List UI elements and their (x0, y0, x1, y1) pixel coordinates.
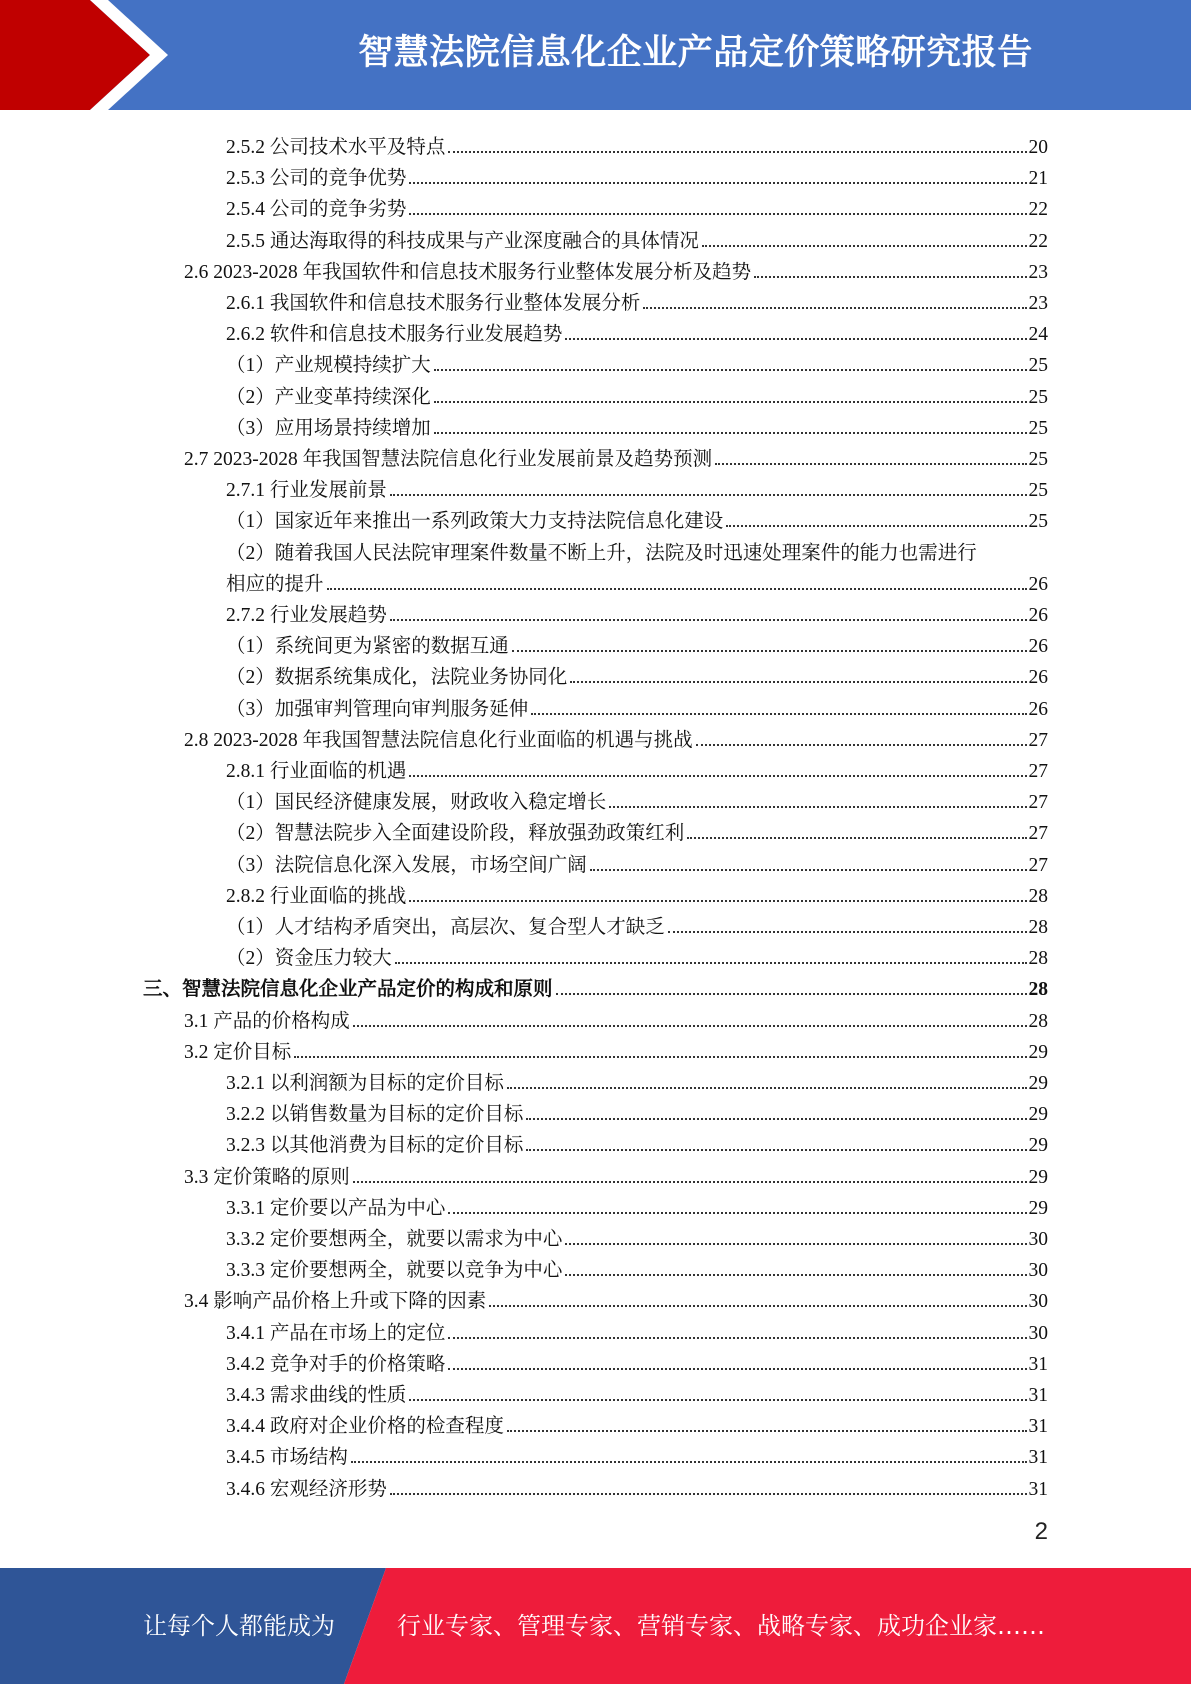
toc-entry-page: 27 (1028, 854, 1048, 876)
toc-entry-page: 23 (1028, 293, 1048, 314)
toc-entry-title: 3.4.4 政府对企业价格的检查程度 (226, 1416, 504, 1438)
toc-entry-title: （1）系统间更为紧密的数据互通 (226, 636, 509, 658)
toc-entry-title: （2）资金压力较大 (226, 948, 392, 970)
toc-entry-title: 2.8 2023-2028 年我国智慧法院信息化行业面临的机遇与挑战 (184, 729, 693, 751)
toc-dot-leader (395, 962, 1027, 964)
toc-entry-page: 25 (1028, 417, 1048, 439)
toc-entry-title: 3.2 定价目标 (184, 1041, 292, 1063)
toc-dot-leader (409, 182, 1026, 184)
toc-entry-page: 28 (1028, 979, 1048, 1001)
toc-entry-page: 26 (1028, 667, 1048, 689)
toc-dot-leader (668, 931, 1027, 933)
toc-dot-leader (448, 151, 1026, 153)
toc-entry[interactable] (226, 877, 1048, 908)
toc-dot-leader (434, 432, 1027, 434)
toc-entry-title: 2.8.2 行业面临的挑战 (226, 885, 407, 907)
toc-dot-leader (687, 837, 1026, 839)
toc-entry-page: 30 (1028, 1291, 1048, 1313)
toc-entry-title: 3.4.5 市场结构 (226, 1447, 348, 1469)
toc-entry-title: 2.5.2 公司技术水平及特点 (226, 137, 446, 158)
toc-entry-title: （3）应用场景持续增加 (226, 417, 431, 439)
toc-entry-page: 29 (1028, 1041, 1048, 1063)
toc-dot-leader (531, 713, 1026, 715)
toc-entry-page: 31 (1028, 1478, 1048, 1500)
toc-entry[interactable] (226, 1376, 1048, 1407)
toc-entry-page: 22 (1028, 230, 1048, 252)
toc-entry[interactable] (226, 128, 1048, 159)
toc-dot-leader (512, 650, 1027, 652)
toc-entry-title: 3.4.6 宏观经济形势 (226, 1478, 387, 1500)
toc-entry[interactable] (226, 284, 1048, 315)
toc-dot-leader (526, 1118, 1026, 1120)
toc-entry-title: （1）人才结构矛盾突出，高层次、复合型人才缺乏 (226, 917, 665, 938)
toc-dot-leader (565, 1274, 1026, 1276)
toc-entry[interactable] (184, 1282, 1048, 1313)
toc-entry-page: 28 (1028, 917, 1048, 938)
page-header (0, 0, 1191, 110)
toc-entry[interactable] (226, 159, 1048, 190)
toc-entry[interactable] (226, 315, 1048, 346)
toc-entry[interactable] (226, 783, 1048, 814)
toc-entry-page: 24 (1028, 324, 1048, 346)
toc-dot-leader (448, 1337, 1026, 1339)
toc-dot-leader (353, 1025, 1027, 1027)
toc-entry[interactable] (226, 222, 1048, 253)
toc-dot-leader (590, 869, 1027, 871)
toc-entry-title: 2.5.5 通达海取得的科技成果与产业深度融合的具体情况 (226, 230, 699, 252)
toc-entry-title: 3.4.2 竞争对手的价格策略 (226, 1353, 446, 1375)
toc-entry-page: 30 (1028, 1322, 1048, 1344)
toc-dot-leader (726, 525, 1026, 527)
toc-entry-title: 3.2.2 以销售数量为目标的定价目标 (226, 1104, 524, 1126)
toc-entry-page: 27 (1028, 792, 1048, 814)
toc-entry-page: 28 (1028, 1010, 1048, 1032)
toc-entry-title: 2.7.1 行业发展前景 (226, 480, 387, 502)
toc-entry[interactable] (226, 1251, 1048, 1282)
toc-entry-title: 2.6.1 我国软件和信息技术服务行业整体发展分析 (226, 293, 641, 314)
toc-dot-leader (390, 1493, 1027, 1495)
toc-entry-page: 31 (1028, 1353, 1048, 1375)
toc-dot-leader (609, 806, 1026, 808)
toc-entry[interactable] (226, 534, 1048, 565)
toc-dot-leader (294, 1056, 1026, 1058)
toc-entry-title: 2.8.1 行业面临的机遇 (226, 761, 407, 782)
toc-dot-leader (448, 1212, 1026, 1214)
toc-entry[interactable] (226, 846, 1048, 877)
toc-entry-title: 2.6.2 软件和信息技术服务行业发展趋势 (226, 324, 563, 346)
toc-entry-title: （1）产业规模持续扩大 (226, 355, 431, 377)
toc-entry[interactable] (226, 1470, 1048, 1501)
toc-entry-page: 29 (1028, 1104, 1048, 1126)
toc-entry-page: 21 (1028, 168, 1048, 190)
toc-dot-leader (409, 775, 1026, 777)
toc-dot-leader (448, 1368, 1026, 1370)
toc-dot-leader (643, 307, 1026, 309)
toc-entry-title: （3）法院信息化深入发展，市场空间广阔 (226, 854, 587, 876)
toc-dot-leader (526, 1149, 1026, 1151)
toc-entry-title: 3.4.1 产品在市场上的定位 (226, 1322, 446, 1344)
toc-entry-title: 三、智慧法院信息化企业产品定价的构成和原则 (143, 979, 553, 1001)
toc-entry-page: 29 (1028, 1073, 1048, 1094)
toc-entry-title: （3）加强审判管理向审判服务延伸 (226, 698, 529, 720)
toc-entry-title: 2.6 2023-2028 年我国软件和信息技术服务行业整体发展分析及趋势 (184, 261, 752, 283)
toc-entry[interactable] (184, 1033, 1048, 1064)
toc-entry-page: 20 (1028, 137, 1048, 158)
toc-entry[interactable] (226, 190, 1048, 221)
toc-entry[interactable] (184, 1002, 1048, 1033)
toc-entry-page: 25 (1028, 355, 1048, 377)
toc-entry[interactable] (226, 565, 1048, 596)
toc-entry[interactable] (226, 690, 1048, 721)
toc-entry-page: 29 (1028, 1166, 1048, 1188)
toc-entry-title: 3.3.3 定价要想两全，就要以竞争为中心 (226, 1260, 563, 1282)
toc-entry-page: 30 (1028, 1260, 1048, 1282)
toc-entry[interactable] (184, 721, 1048, 752)
toc-dot-leader (556, 993, 1027, 995)
toc-entry[interactable] (226, 1095, 1048, 1126)
toc-entry-page: 28 (1028, 948, 1048, 970)
toc-entry[interactable] (226, 1345, 1048, 1376)
toc-entry-title: 3.3 定价策略的原则 (184, 1166, 350, 1188)
toc-entry[interactable] (226, 346, 1048, 377)
toc-entry-page: 29 (1028, 1197, 1048, 1219)
toc-dot-leader (754, 276, 1026, 278)
toc-dot-leader (702, 245, 1027, 247)
toc-entry-title: （2）产业变革持续深化 (226, 386, 431, 408)
toc-dot-leader (327, 588, 1027, 590)
toc-entry-page: 27 (1028, 761, 1048, 782)
toc-entry[interactable] (184, 253, 1048, 284)
toc-dot-leader (351, 1461, 1027, 1463)
toc-entry-page: 23 (1028, 261, 1048, 283)
toc-entry-page: 25 (1028, 511, 1048, 533)
toc-entry-title: （1）国家近年来推出一系列政策大力支持法院信息化建设 (226, 511, 724, 533)
toc-dot-leader (409, 900, 1026, 902)
toc-entry-title: 2.7 2023-2028 年我国智慧法院信息化行业发展前景及趋势预测 (184, 449, 713, 470)
toc-entry[interactable] (226, 1064, 1048, 1095)
toc-entry-page: 27 (1028, 729, 1048, 751)
toc-entry-page: 28 (1028, 885, 1048, 907)
toc-entry-title: 3.3.1 定价要以产品为中心 (226, 1197, 446, 1219)
toc-entry-page: 31 (1028, 1416, 1048, 1438)
toc-entry[interactable] (226, 502, 1048, 533)
toc-entry[interactable] (226, 1220, 1048, 1251)
toc-entry[interactable] (226, 939, 1048, 970)
toc-dot-leader (507, 1430, 1027, 1432)
toc-entry[interactable] (184, 1158, 1048, 1189)
toc-entry-title: 3.2.1 以利润额为目标的定价目标 (226, 1073, 504, 1094)
toc-entry-page: 27 (1028, 823, 1048, 845)
toc-dot-leader (696, 744, 1027, 746)
toc-entry-page: 26 (1028, 573, 1048, 595)
toc-entry[interactable] (226, 596, 1048, 627)
toc-entry[interactable] (226, 378, 1048, 409)
toc-entry[interactable] (226, 1438, 1048, 1469)
toc-entry-title: 3.4 影响产品价格上升或下降的因素 (184, 1291, 487, 1313)
footer-slogan-right: 行业专家、管理专家、营销专家、战略专家、成功企业家…… (397, 1612, 1045, 1640)
toc-dot-leader (565, 1243, 1026, 1245)
toc-dot-leader (353, 1181, 1027, 1183)
toc-entry-title: （2）数据系统集成化，法院业务协同化 (226, 667, 568, 689)
toc-dot-leader (570, 681, 1026, 683)
toc-entry[interactable] (143, 970, 1048, 1001)
toc-entry-title: （1）国民经济健康发展，财政收入稳定增长 (226, 792, 607, 814)
toc-dot-leader (715, 463, 1026, 465)
toc-dot-leader (489, 1305, 1026, 1307)
toc-dot-leader (409, 1399, 1026, 1401)
toc-dot-leader (434, 369, 1027, 371)
toc-entry-page: 26 (1028, 605, 1048, 626)
toc-entry[interactable] (226, 1407, 1048, 1438)
toc-entry[interactable] (226, 409, 1048, 440)
page-number: 2 (1034, 1518, 1048, 1545)
toc-entry[interactable] (226, 814, 1048, 845)
toc-entry-title: 3.2.3 以其他消费为目标的定价目标 (226, 1135, 524, 1157)
toc-entry-page: 25 (1028, 480, 1048, 502)
toc-entry-title: 相应的提升 (226, 573, 324, 595)
toc-entry[interactable] (226, 1126, 1048, 1157)
toc-entry-title: 3.4.3 需求曲线的性质 (226, 1385, 407, 1406)
toc-entry-page: 25 (1028, 386, 1048, 408)
toc-entry-page: 29 (1028, 1135, 1048, 1157)
toc-entry-page: 25 (1028, 449, 1048, 470)
report-title: 智慧法院信息化企业产品定价策略研究报告 (358, 33, 1033, 73)
toc-dot-leader (434, 401, 1027, 403)
toc-entry[interactable] (226, 627, 1048, 658)
toc-entry-page: 31 (1028, 1447, 1048, 1469)
toc-entry-title: （2）智慧法院步入全面建设阶段，释放强劲政策红利 (226, 823, 685, 845)
toc-dot-leader (390, 619, 1027, 621)
toc-dot-leader (409, 213, 1026, 215)
toc-entry[interactable] (226, 752, 1048, 783)
toc-entry[interactable] (226, 658, 1048, 689)
toc-entry[interactable] (226, 471, 1048, 502)
toc-dot-leader (390, 494, 1027, 496)
toc-entry-page: 26 (1028, 698, 1048, 720)
toc-entry-page: 30 (1028, 1229, 1048, 1250)
toc-entry-page: 31 (1028, 1385, 1048, 1406)
toc-entry-title: （2）随着我国人民法院审理案件数量不断上升，法院及时迅速处理案件的能力也需进行 (226, 542, 977, 564)
toc-entry-title: 2.5.3 公司的竞争优势 (226, 168, 407, 190)
toc-entry-title: 3.1 产品的价格构成 (184, 1010, 350, 1032)
toc-entry-title: 2.7.2 行业发展趋势 (226, 605, 387, 626)
page-footer (0, 1568, 1191, 1684)
toc-entry[interactable] (226, 1189, 1048, 1220)
toc-dot-leader (565, 338, 1026, 340)
toc-dot-leader (507, 1087, 1027, 1089)
toc-entry-page: 22 (1028, 199, 1048, 221)
toc-entry[interactable] (226, 1314, 1048, 1345)
toc-entry-title: 2.5.4 公司的竞争劣势 (226, 199, 407, 221)
toc-entry-page: 26 (1028, 636, 1048, 658)
toc-entry-title: 3.3.2 定价要想两全，就要以需求为中心 (226, 1229, 563, 1250)
footer-slogan-left: 让每个人都能成为 (143, 1612, 335, 1640)
toc-entry[interactable] (226, 908, 1048, 939)
toc-entry[interactable] (184, 440, 1048, 471)
